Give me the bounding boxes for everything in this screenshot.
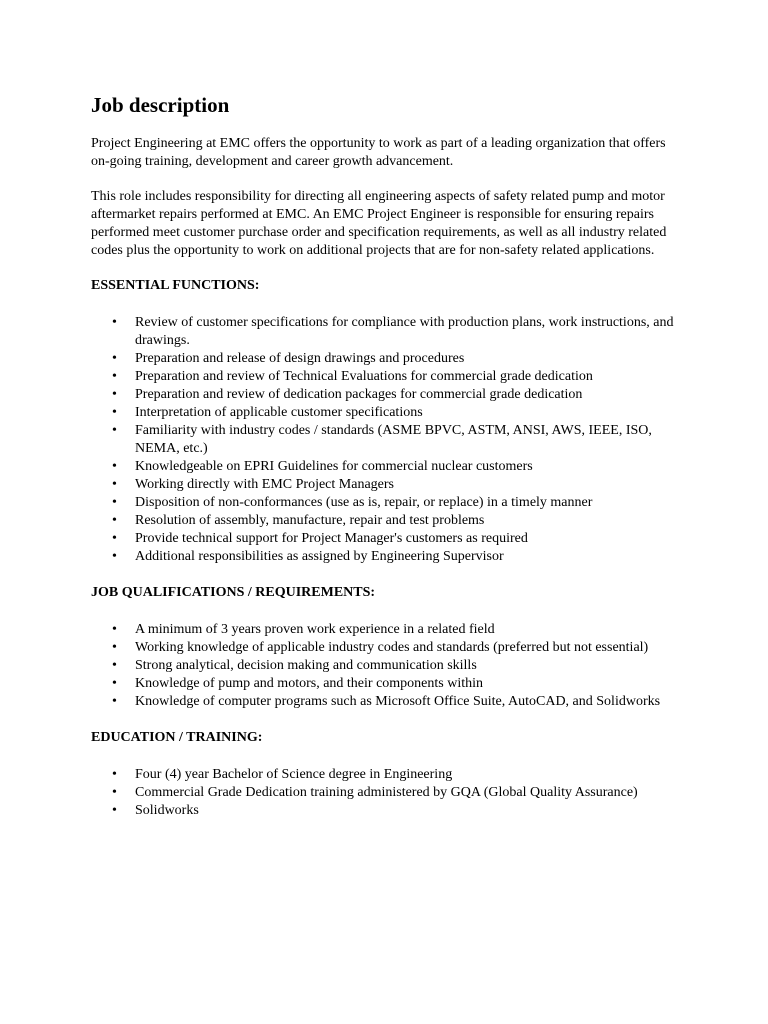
bullet-icon: • — [112, 549, 117, 564]
list-item: • Commercial Grade Dedication training administered by GQA (Global Quality Assurance) — [112, 785, 638, 800]
bullet-icon: • — [112, 423, 117, 438]
list-item: • Familiarity with industry codes / standards (ASME BPVC, ASTM, ANSI, AWS, IEEE, ISO, NEMA, etc.) — [112, 423, 652, 456]
list-item: • Disposition of non-conformances (use as is, repair, or replace) in a timely manner — [112, 495, 593, 510]
bullet-icon: • — [112, 640, 117, 655]
bullet-icon: • — [112, 369, 117, 384]
list-item: • Working directly with EMC Project Managers — [112, 477, 394, 492]
list-item: • Knowledge of pump and motors, and their components within — [112, 676, 483, 691]
role-paragraph: This role includes responsibility for directing all engineering aspects of safety related pump and motor aftermarket repairs performed at EMC. An EMC Project Engineer is responsible for ensuring repairs performed meet customer purchase order and specification requirements, as well as all industry related codes plus the opportunity to work on additional projects that are for non-safety related applications. — [91, 189, 667, 258]
list-item: • Additional responsibilities as assigned by Engineering Supervisor — [112, 549, 504, 564]
list-item: • Preparation and release of design drawings and procedures — [112, 351, 465, 366]
bullet-icon: • — [112, 459, 117, 474]
bullet-icon: • — [112, 351, 117, 366]
list-item: • Four (4) year Bachelor of Science degree in Engineering — [112, 767, 453, 782]
page-title: Job description — [91, 93, 230, 117]
list-item: • Working knowledge of applicable industry codes and standards (preferred but not essential) — [112, 640, 649, 655]
list-item: • Preparation and review of Technical Evaluations for commercial grade dedication — [112, 369, 593, 384]
bullet-icon: • — [112, 694, 117, 709]
bullet-icon: • — [112, 387, 117, 402]
bullet-icon: • — [112, 315, 117, 330]
bullet-icon: • — [112, 658, 117, 673]
bullet-icon: • — [112, 405, 117, 420]
bullet-icon: • — [112, 477, 117, 492]
education-training-list — [91, 766, 681, 820]
list-item: • Preparation and review of dedication packages for commercial grade dedication — [112, 387, 583, 402]
list-item: • Knowledge of computer programs such as Microsoft Office Suite, AutoCAD, and Solidworks — [112, 694, 661, 709]
section-heading-job-qualifications: JOB QUALIFICATIONS / REQUIREMENTS: — [91, 585, 376, 600]
list-item: • Provide technical support for Project Manager's customers as required — [112, 531, 528, 546]
list-item: • Interpretation of applicable customer specifications — [112, 405, 423, 420]
list-item: • Strong analytical, decision making and communication skills — [112, 658, 477, 673]
bullet-icon: • — [112, 803, 117, 818]
list-item: • Solidworks — [112, 803, 199, 818]
document-page — [91, 92, 681, 838]
section-heading-education-training: EDUCATION / TRAINING: — [91, 730, 263, 745]
list-item: • Knowledgeable on EPRI Guidelines for commercial nuclear customers — [112, 459, 533, 474]
list-item: • Review of customer specifications for compliance with production plans, work instructions, and drawings. — [112, 315, 674, 348]
intro-paragraph: Project Engineering at EMC offers the opportunity to work as part of a leading organization that offers on-going training, development and career growth advancement. — [91, 136, 666, 169]
bullet-icon: • — [112, 676, 117, 691]
list-item: • Resolution of assembly, manufacture, repair and test problems — [112, 513, 485, 528]
list-item: • A minimum of 3 years proven work experience in a related field — [112, 622, 495, 637]
bullet-icon: • — [112, 767, 117, 782]
bullet-icon: • — [112, 495, 117, 510]
bullet-icon: • — [112, 622, 117, 637]
bullet-icon: • — [112, 785, 117, 800]
section-heading-essential-functions: ESSENTIAL FUNCTIONS: — [91, 278, 260, 293]
job-qualifications-list — [91, 621, 681, 711]
essential-functions-list — [91, 314, 681, 566]
bullet-icon: • — [112, 531, 117, 546]
bullet-icon: • — [112, 513, 117, 528]
